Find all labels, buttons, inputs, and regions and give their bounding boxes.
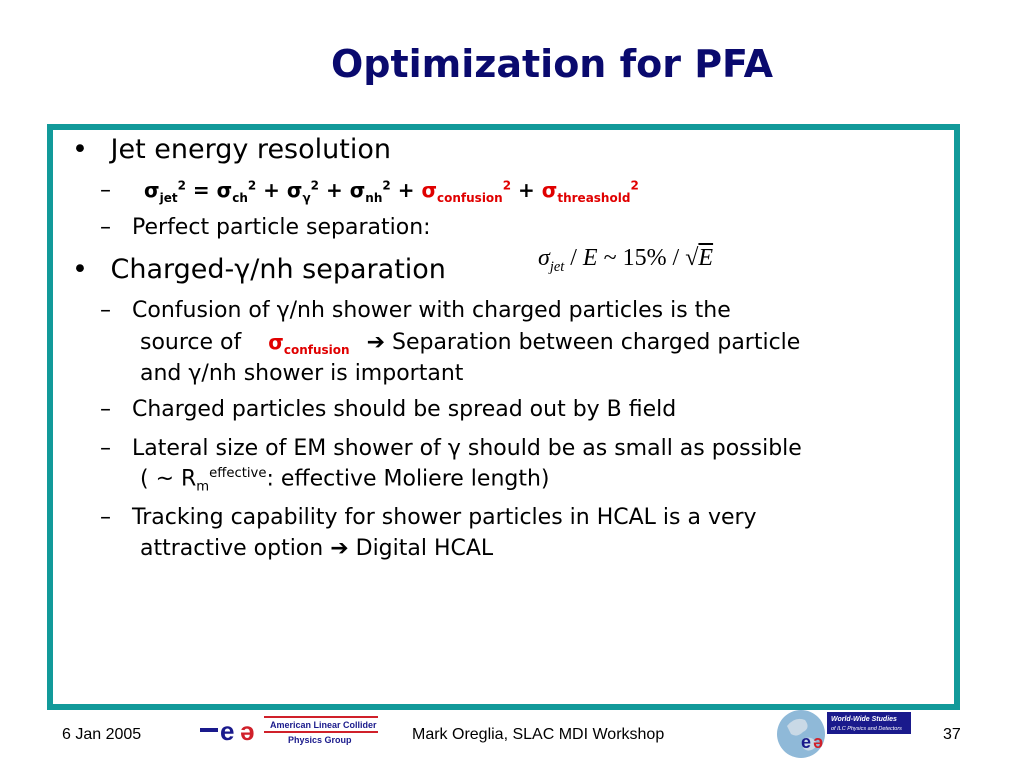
dash: – — [100, 436, 111, 461]
slide-title: Optimization for PFA — [330, 42, 774, 86]
sub-bullet-confusion-line2 — [140, 330, 800, 357]
bullet-text: Jet energy resolution — [110, 134, 391, 165]
equation-line — [100, 178, 639, 205]
alcpg-line1: American Linear Collider — [270, 720, 377, 730]
sub-bullet-confusion-line3: and γ/nh shower is important — [140, 361, 464, 386]
bullet-charged-separation — [72, 254, 446, 285]
perfect-separation-line — [100, 215, 431, 240]
dash: – — [100, 397, 111, 422]
sub-bullet-text: source of — [140, 330, 242, 355]
wws-line1: World-Wide Studies — [831, 716, 897, 723]
svg-text:ə: ə — [813, 732, 824, 752]
sub-bullet-lateral — [100, 436, 802, 461]
bullet-dot: • — [72, 254, 88, 285]
sub-bullet-line: Lateral size of EM shower of γ should be as small as possible — [132, 436, 802, 461]
perfect-separation-text: Perfect particle separation: — [132, 215, 431, 240]
svg-text:ə: ə — [240, 716, 255, 746]
sub-bullet-line: Tracking capability for shower particles in HCAL is a very — [132, 505, 757, 530]
page-number: 37 — [943, 726, 961, 743]
sub-bullet-line: Charged particles should be spread out by B field — [132, 397, 677, 422]
sub-bullet-tracking — [100, 505, 757, 530]
wws-logo — [775, 708, 915, 760]
sub-bullet-bfield — [100, 397, 676, 422]
bullet-dot: • — [72, 134, 88, 165]
sub-bullet-lateral-line2: ( ~ $R_m^{effective}$: effective Moliere length) — [140, 466, 550, 495]
sub-bullet-tracking-line2: attractive option ➔ Digital HCAL — [140, 536, 494, 561]
bullet-text: Charged-γ/nh separation — [110, 254, 446, 285]
sigma-confusion: $\sigma_{confusion}$ — [268, 330, 350, 357]
resolution-formula: $\sigma_{jet}$ / E ~ 15% / √E — [538, 245, 714, 275]
bullet-jet-resolution — [72, 134, 391, 165]
dash: – — [100, 178, 111, 203]
alcpg-logo — [198, 716, 378, 746]
svg-text:e: e — [220, 716, 235, 746]
resolution-equation: $\sigma_{jet}^2 = \sigma_{ch}^2 + \sigma_\gamma^2 + \sigma_{nh}^2 + \sigma_{confusion}^2 + \sigma_{threashold}^2$ — [144, 178, 639, 205]
footer-presenter: Mark Oreglia, SLAC MDI Workshop — [412, 726, 665, 743]
footer-date: 6 Jan 2005 — [62, 726, 142, 743]
sub-bullet-text: ➔ Separation between charged particle — [366, 330, 801, 355]
wws-line2: of ILC Physics and Detectors — [831, 726, 902, 732]
sub-bullet-line: Confusion of γ/nh shower with charged particles is the — [132, 298, 731, 323]
alcpg-line2: Physics Group — [288, 735, 352, 745]
dash: – — [100, 298, 111, 323]
sub-bullet-confusion — [100, 298, 731, 323]
svg-text:e: e — [801, 732, 812, 752]
dash: – — [100, 215, 111, 240]
dash: – — [100, 505, 111, 530]
